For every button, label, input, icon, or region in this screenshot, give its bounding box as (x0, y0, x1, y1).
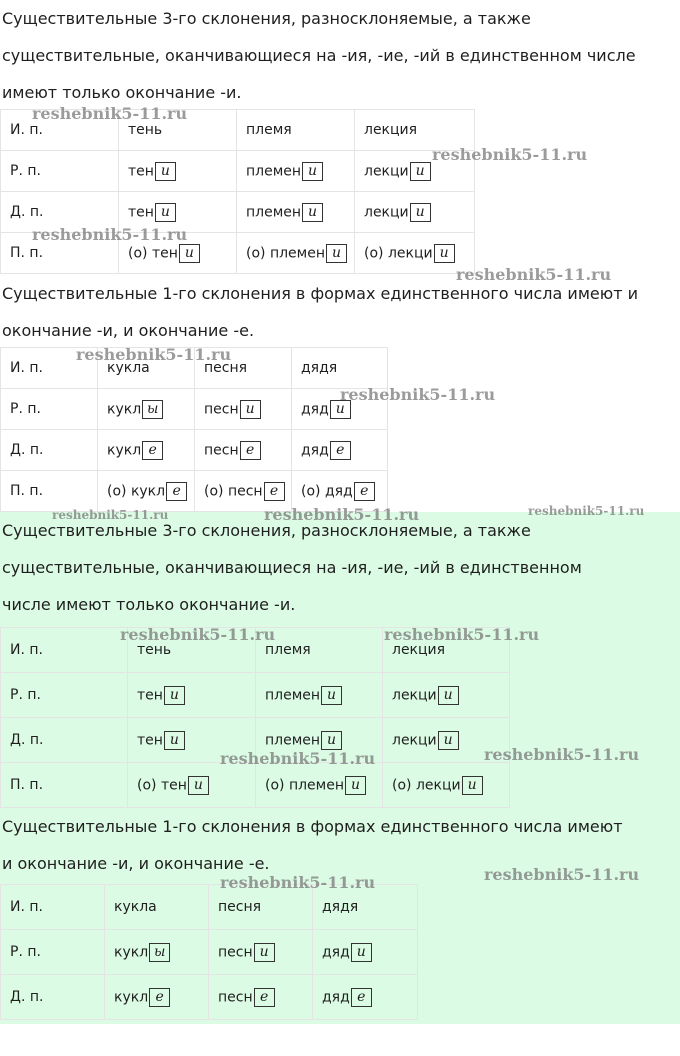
case-label: П. п. (10, 245, 44, 261)
declension-table-first (0, 347, 388, 512)
word-stem: тен (128, 163, 154, 179)
word-stem: племен (265, 732, 321, 748)
case-label-cell (1, 885, 105, 930)
paragraph-line: Существительные 1-го склонения в формах единственного числа имеют (2, 817, 623, 836)
case-label: Д. п. (10, 442, 44, 458)
word-stem: кукл (114, 944, 149, 960)
case-label-cell (1, 471, 98, 512)
ending-box: и (434, 244, 455, 263)
word-form-cell (292, 430, 388, 471)
ending-box: и (330, 400, 351, 419)
ending-box: е (354, 482, 375, 501)
watermark-text: reshebnik5-11.ru (484, 745, 640, 764)
word-stem: (о) лекци (364, 245, 433, 261)
word-stem: песн (204, 442, 239, 458)
case-label: И. п. (10, 642, 43, 658)
paragraph-first-declension (0, 275, 638, 349)
word-form-cell (237, 151, 355, 192)
word-nominative: тень (128, 122, 163, 138)
ending-box: е (142, 441, 163, 460)
word-stem: дяд (322, 944, 350, 960)
case-label: И. п. (10, 122, 43, 138)
watermark-text: reshebnik5-11.ru (384, 625, 540, 644)
word-stem: тен (137, 732, 163, 748)
table-row (1, 975, 418, 1020)
word-form-cell (355, 192, 475, 233)
watermark-text: reshebnik5-11.ru (432, 145, 588, 164)
paragraph-line: окончание -и, и окончание -е. (2, 321, 255, 340)
case-label-cell (1, 151, 119, 192)
word-stem: племен (265, 687, 321, 703)
paragraph-line: существительные, оканчивающиеся на -ия, -ие, -ий в единственном числе (2, 46, 636, 65)
ending-box: и (188, 776, 209, 795)
paragraph-third-declension (0, 512, 582, 623)
ending-box: и (164, 686, 185, 705)
case-label-cell (1, 673, 128, 718)
ending-box: и (410, 203, 431, 222)
ending-box: е (166, 482, 187, 501)
word-nominative: песня (218, 899, 262, 915)
word-form-cell (128, 763, 256, 808)
table-row (1, 673, 510, 718)
word-form-cell (98, 471, 195, 512)
word-nominative: песня (204, 360, 248, 376)
word-stem: (о) песн (204, 483, 263, 499)
word-nominative: кукла (114, 899, 157, 915)
word-form-cell (237, 110, 355, 151)
case-label: И. п. (10, 899, 43, 915)
ending-box: е (351, 988, 372, 1007)
word-nominative: племя (265, 642, 311, 658)
word-stem: дяд (322, 989, 350, 1005)
ending-box: и (438, 731, 459, 750)
word-form-cell (98, 389, 195, 430)
word-stem: лекци (364, 204, 409, 220)
word-stem: кукл (107, 401, 142, 417)
ending-box: и (345, 776, 366, 795)
ending-box: ы (142, 400, 163, 419)
watermark-text: reshebnik5-11.ru (220, 749, 376, 768)
word-form-cell (128, 673, 256, 718)
word-form-cell (292, 348, 388, 389)
word-stem: (о) кукл (107, 483, 166, 499)
ending-box: е (254, 988, 275, 1007)
section-highlighted (0, 512, 680, 1024)
ending-box: и (302, 162, 323, 181)
word-stem: племен (246, 163, 302, 179)
case-label: Р. п. (10, 401, 41, 417)
ending-box: и (164, 731, 185, 750)
declension-table-first (0, 884, 418, 1020)
word-form-cell (209, 930, 313, 975)
ending-box: е (330, 441, 351, 460)
case-label: П. п. (10, 483, 44, 499)
declension-table-third (0, 109, 475, 274)
word-stem: (о) лекци (392, 777, 461, 793)
case-label: И. п. (10, 360, 43, 376)
word-form-cell (105, 975, 209, 1020)
paragraph-line: существительные, оканчивающиеся на -ия, -ие, -ий в единственном (2, 558, 582, 577)
word-stem: (о) племен (265, 777, 344, 793)
paragraph-line: и окончание -и, и окончание -е. (2, 854, 270, 873)
case-label-cell (1, 430, 98, 471)
word-form-cell (237, 233, 355, 274)
ending-box: и (302, 203, 323, 222)
ending-box: и (351, 943, 372, 962)
case-label-cell (1, 763, 128, 808)
declension-table-third (0, 627, 510, 808)
paragraph-line: Существительные 3-го склонения, разносклоняемые, а также (2, 521, 531, 540)
ending-box: и (438, 686, 459, 705)
word-stem: дяд (301, 442, 329, 458)
case-label: Р. п. (10, 163, 41, 179)
word-nominative: дядя (301, 360, 338, 376)
word-stem: (о) тен (137, 777, 187, 793)
case-label-cell (1, 628, 128, 673)
case-label: Р. п. (10, 944, 41, 960)
word-form-cell (313, 930, 418, 975)
paragraph-third-declension (0, 0, 636, 111)
ending-box: и (240, 400, 261, 419)
word-stem: (о) племен (246, 245, 325, 261)
watermark-text: reshebnik5-11.ru (264, 505, 420, 524)
watermark-text: reshebnik5-11.ru (32, 225, 188, 244)
watermark-text: reshebnik5-11.ru (76, 345, 232, 364)
word-nominative: дядя (322, 899, 359, 915)
ending-box: е (240, 441, 261, 460)
table-row (1, 430, 388, 471)
ending-box: и (254, 943, 275, 962)
word-stem: дяд (301, 401, 329, 417)
ending-box: ы (149, 943, 170, 962)
table-row (1, 151, 475, 192)
case-label-cell (1, 930, 105, 975)
paragraph-line: имеют только окончание -и. (2, 83, 242, 102)
word-form-cell (313, 975, 418, 1020)
watermark-text: reshebnik5-11.ru (52, 508, 169, 522)
word-nominative: лекция (364, 122, 418, 138)
watermark-text: reshebnik5-11.ru (528, 504, 645, 518)
case-label: Д. п. (10, 989, 44, 1005)
word-stem: лекци (392, 732, 437, 748)
case-label: Д. п. (10, 204, 44, 220)
word-stem: песн (218, 989, 253, 1005)
word-stem: племен (246, 204, 302, 220)
case-label-cell (1, 389, 98, 430)
word-stem: (о) дяд (301, 483, 353, 499)
word-form-cell (98, 430, 195, 471)
case-label-cell (1, 975, 105, 1020)
case-label: Р. п. (10, 687, 41, 703)
word-form-cell (195, 430, 292, 471)
ending-box: и (326, 244, 347, 263)
word-stem: тен (137, 687, 163, 703)
watermark-text: reshebnik5-11.ru (484, 865, 640, 884)
word-nominative: лекция (392, 642, 446, 658)
word-form-cell (237, 192, 355, 233)
word-form-cell (256, 673, 383, 718)
word-form-cell (383, 673, 510, 718)
ending-box: и (155, 162, 176, 181)
ending-box: е (264, 482, 285, 501)
section-original (0, 0, 680, 512)
table-row (1, 930, 418, 975)
word-form-cell (105, 885, 209, 930)
case-label: Д. п. (10, 732, 44, 748)
watermark-text: reshebnik5-11.ru (340, 385, 496, 404)
word-form-cell (383, 763, 510, 808)
word-form-cell (256, 763, 383, 808)
ending-box: и (321, 686, 342, 705)
word-form-cell (105, 930, 209, 975)
word-stem: лекци (364, 163, 409, 179)
word-stem: (о) тен (128, 245, 178, 261)
watermark-text: reshebnik5-11.ru (220, 873, 376, 892)
ending-box: и (179, 244, 200, 263)
watermark-text: reshebnik5-11.ru (456, 265, 612, 284)
watermark-text: reshebnik5-11.ru (120, 625, 276, 644)
word-stem: тен (128, 204, 154, 220)
paragraph-line: Существительные 3-го склонения, разносклоняемые, а также (2, 9, 531, 28)
ending-box: и (462, 776, 483, 795)
ending-box: и (410, 162, 431, 181)
case-label: П. п. (10, 777, 44, 793)
ending-box: и (155, 203, 176, 222)
word-stem: лекци (392, 687, 437, 703)
word-form-cell (209, 975, 313, 1020)
ending-box: и (321, 731, 342, 750)
word-nominative: тень (137, 642, 172, 658)
word-form-cell (195, 389, 292, 430)
word-nominative: племя (246, 122, 292, 138)
watermark-text: reshebnik5-11.ru (32, 104, 188, 123)
word-stem: кукл (114, 989, 149, 1005)
word-nominative: кукла (107, 360, 150, 376)
word-stem: песн (204, 401, 239, 417)
case-label-cell (1, 718, 128, 763)
word-form-cell (119, 151, 237, 192)
word-stem: песн (218, 944, 253, 960)
table-row (1, 389, 388, 430)
paragraph-line: числе имеют только окончание -и. (2, 595, 296, 614)
ending-box: е (149, 988, 170, 1007)
table-row (1, 763, 510, 808)
word-stem: кукл (107, 442, 142, 458)
paragraph-line: Существительные 1-го склонения в формах единственного числа имеют и (2, 284, 638, 303)
